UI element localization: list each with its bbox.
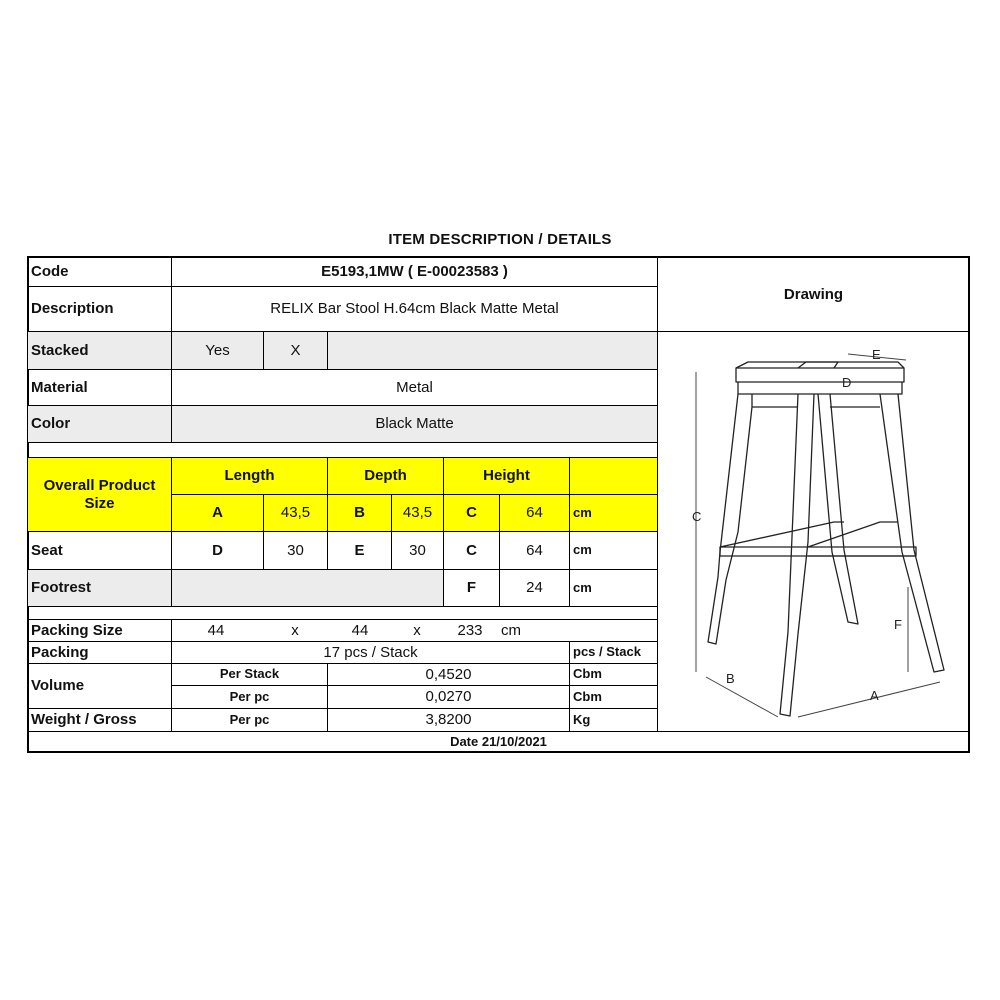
overall-c-value: 64 (499, 494, 570, 532)
volume-per-stack-value: 0,4520 (327, 663, 570, 686)
overall-a-letter: A (171, 494, 264, 532)
packing-value: 17 pcs / Stack (171, 641, 570, 664)
footrest-f-letter: F (443, 569, 500, 607)
material-label: Material (27, 369, 172, 406)
overall-size-label: Overall Product Size (27, 457, 172, 532)
drawing-label-d: D (842, 375, 852, 390)
drawing-label-c: C (692, 509, 702, 524)
volume-per-pc-unit: Cbm (569, 685, 658, 709)
drawing-label-f: F (894, 617, 902, 632)
packing-size-width: 44 (351, 621, 369, 639)
packing-size-height: 233 (457, 621, 483, 639)
date-footer: Date 21/10/2021 (27, 731, 970, 753)
volume-label: Volume (27, 663, 172, 709)
weight-per-pc-label: Per pc (171, 708, 328, 732)
description-label: Description (27, 286, 172, 332)
spacer-row (27, 442, 658, 458)
description-value: RELIX Bar Stool H.64cm Black Matte Metal (171, 286, 658, 332)
weight-unit: Kg (569, 708, 658, 732)
weight-label: Weight / Gross (27, 708, 172, 732)
seat-label: Seat (27, 531, 172, 570)
overall-c-letter: C (443, 494, 500, 532)
volume-per-stack-label: Per Stack (171, 663, 328, 686)
color-value: Black Matte (171, 405, 658, 443)
seat-unit: cm (569, 531, 658, 570)
bar-stool-drawing (658, 332, 969, 732)
footrest-label: Footrest (27, 569, 172, 607)
length-header: Length (171, 457, 328, 495)
drawing-label: Drawing (657, 256, 970, 332)
drawing-label-a: A (870, 688, 879, 703)
overall-a-value: 43,5 (263, 494, 328, 532)
footrest-unit: cm (569, 569, 658, 607)
color-label: Color (27, 405, 172, 443)
material-value: Metal (171, 369, 658, 406)
footrest-f-value: 24 (499, 569, 570, 607)
stacked-label: Stacked (27, 331, 172, 370)
seat-c-letter: C (443, 531, 500, 570)
packing-size-label: Packing Size (27, 619, 172, 642)
height-header: Height (443, 457, 570, 495)
code-label: Code (27, 256, 172, 287)
drawing-label-b: B (726, 671, 735, 686)
seat-e-letter: E (327, 531, 392, 570)
overall-b-letter: B (327, 494, 392, 532)
packing-size-x1: x (291, 621, 299, 639)
volume-per-stack-unit: Cbm (569, 663, 658, 686)
stacked-empty (327, 331, 658, 370)
page-title: ITEM DESCRIPTION / DETAILS (388, 231, 612, 248)
packing-unit: pcs / Stack (569, 641, 658, 664)
stacked-option: Yes (171, 331, 264, 370)
seat-d-value: 30 (263, 531, 328, 570)
weight-value: 3,8200 (327, 708, 570, 732)
packing-size-length: 44 (207, 621, 225, 639)
depth-header: Depth (327, 457, 444, 495)
overall-b-value: 43,5 (391, 494, 444, 532)
code-value: E5193,1MW ( E-00023583 ) (171, 256, 658, 287)
packing-size-unit: cm (501, 621, 521, 639)
spacer-row-2 (27, 606, 658, 620)
footrest-empty (171, 569, 444, 607)
seat-e-value: 30 (391, 531, 444, 570)
overall-unit: cm (569, 494, 658, 532)
seat-c-value: 64 (499, 531, 570, 570)
seat-d-letter: D (171, 531, 264, 570)
volume-per-pc-label: Per pc (171, 685, 328, 709)
stacked-mark: X (263, 331, 328, 370)
packing-label: Packing (27, 641, 172, 664)
unit-header-empty (569, 457, 658, 495)
drawing-label-e: E (872, 347, 881, 362)
packing-size-x2: x (413, 621, 421, 639)
volume-per-pc-value: 0,0270 (327, 685, 570, 709)
